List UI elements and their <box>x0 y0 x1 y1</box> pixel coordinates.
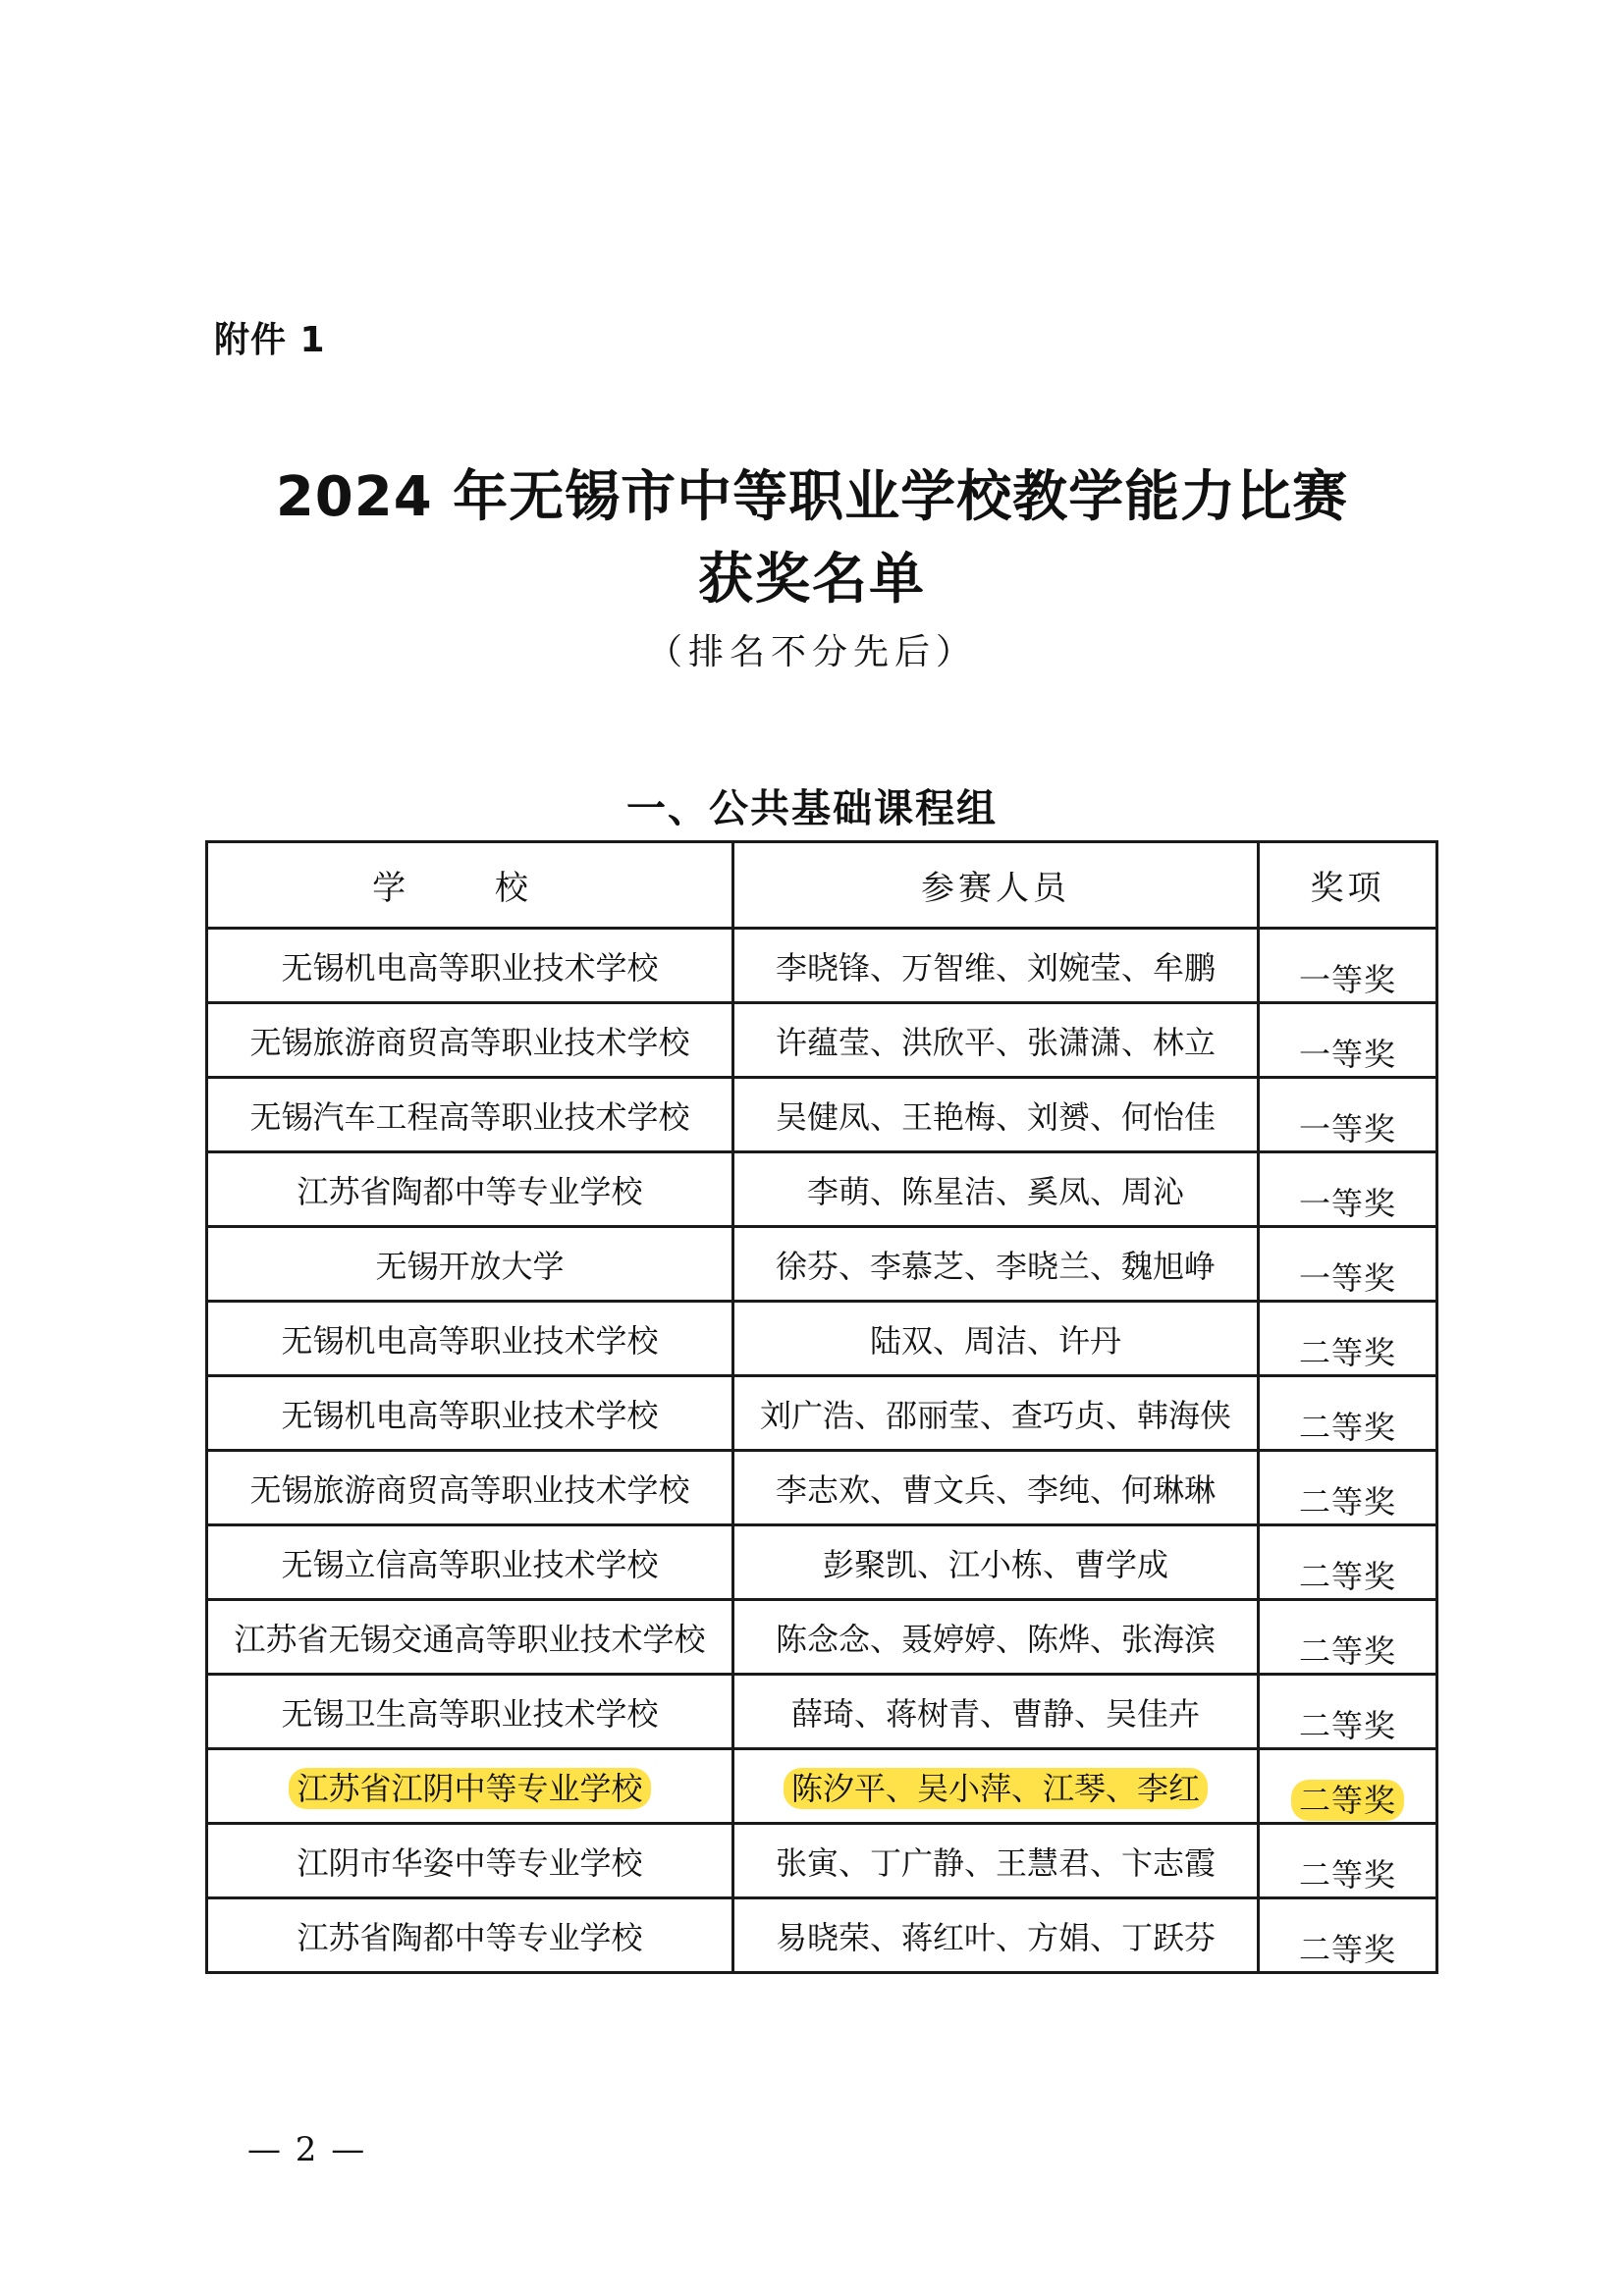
school-text: 无锡卫生高等职业技术学校 <box>281 1694 659 1733</box>
school-cell <box>207 1302 733 1376</box>
school-text: 江苏省陶都中等专业学校 <box>297 1918 643 1956</box>
table-row <box>207 1898 1437 1973</box>
award-text: 一等奖 <box>1298 1109 1396 1148</box>
participants-cell <box>733 1078 1259 1152</box>
participants-text: 吴健凤、王艳梅、刘赟、何怡佳 <box>775 1097 1216 1136</box>
school-text: 无锡机电高等职业技术学校 <box>281 948 659 987</box>
school-text: 无锡开放大学 <box>375 1247 565 1285</box>
participants-text: 徐芬、李慕芝、李晓兰、魏旭峥 <box>775 1247 1216 1285</box>
table-row <box>207 1824 1437 1898</box>
participants-cell <box>733 1675 1259 1749</box>
page-number: — 2 — <box>247 2130 367 2169</box>
school-text: 无锡机电高等职业技术学校 <box>281 1396 659 1434</box>
school-cell <box>207 1824 733 1898</box>
award-cell <box>1259 1451 1437 1525</box>
table-row <box>207 1003 1437 1078</box>
award-cell <box>1259 1675 1437 1749</box>
award-cell <box>1259 1376 1437 1451</box>
award-cell <box>1259 1003 1437 1078</box>
award-cell <box>1259 1152 1437 1227</box>
participants-text: 张寅、丁广静、王慧君、卞志霞 <box>775 1843 1216 1882</box>
table-header-row <box>207 842 1437 929</box>
participants-text: 彭聚凯、江小栋、曹学成 <box>822 1545 1168 1583</box>
group-title: 一、公共基础课程组 <box>626 786 998 831</box>
award-cell <box>1259 1749 1437 1824</box>
school-cell <box>207 1078 733 1152</box>
award-cell <box>1259 1824 1437 1898</box>
participants-cell <box>733 1003 1259 1078</box>
award-text: 二等奖 <box>1298 1333 1396 1371</box>
award-text: 二等奖 <box>1291 1780 1404 1821</box>
school-cell <box>207 1525 733 1600</box>
participants-text: 陈念念、聂婷婷、陈烨、张海滨 <box>775 1620 1216 1658</box>
award-text: 一等奖 <box>1298 1258 1396 1297</box>
school-cell <box>207 1227 733 1302</box>
table-row <box>207 1451 1437 1525</box>
award-cell <box>1259 1525 1437 1600</box>
document-title-line-1: 2024 年无锡市中等职业学校教学能力比赛 <box>275 465 1349 529</box>
school-cell <box>207 1376 733 1451</box>
school-cell <box>207 1675 733 1749</box>
award-text: 一等奖 <box>1298 960 1396 998</box>
school-text: 江苏省江阴中等专业学校 <box>289 1768 650 1809</box>
school-text: 江阴市华姿中等专业学校 <box>297 1843 643 1882</box>
award-cell <box>1259 1600 1437 1675</box>
participants-cell <box>733 929 1259 1003</box>
award-text: 一等奖 <box>1298 1184 1396 1222</box>
school-cell <box>207 1749 733 1824</box>
table-row <box>207 1675 1437 1749</box>
school-text: 江苏省陶都中等专业学校 <box>297 1172 643 1210</box>
school-text: 无锡旅游商贸高等职业技术学校 <box>249 1470 690 1509</box>
table-row <box>207 1227 1437 1302</box>
participants-cell <box>733 1749 1259 1824</box>
participants-cell <box>733 1376 1259 1451</box>
school-cell <box>207 1152 733 1227</box>
participants-cell <box>733 1525 1259 1600</box>
participants-cell <box>733 1600 1259 1675</box>
participants-text: 许蕴莹、洪欣平、张潇潇、林立 <box>775 1023 1216 1061</box>
award-text: 二等奖 <box>1298 1706 1396 1744</box>
award-text: 二等奖 <box>1298 1930 1396 1968</box>
attachment-label: 附件 1 <box>214 320 326 360</box>
document-title-line-2: 获奖名单 <box>698 548 926 612</box>
award-text: 二等奖 <box>1298 1631 1396 1670</box>
award-cell <box>1259 1078 1437 1152</box>
header-school: 学 校 <box>207 842 733 929</box>
participants-text: 李萌、陈星洁、奚凤、周沁 <box>806 1172 1184 1210</box>
award-text: 二等奖 <box>1298 1482 1396 1521</box>
table-row <box>207 929 1437 1003</box>
award-cell <box>1259 1302 1437 1376</box>
participants-cell <box>733 1451 1259 1525</box>
table-row <box>207 1376 1437 1451</box>
table-body <box>207 929 1437 1973</box>
participants-cell <box>733 1302 1259 1376</box>
table-row <box>207 1749 1437 1824</box>
school-text: 江苏省无锡交通高等职业技术学校 <box>234 1620 706 1658</box>
header-participants: 参赛人员 <box>733 842 1259 929</box>
participants-text: 薛琦、蒋树青、曹静、吴佳卉 <box>790 1694 1200 1733</box>
table-row <box>207 1302 1437 1376</box>
award-text: 一等奖 <box>1298 1035 1396 1073</box>
participants-text: 李志欢、曹文兵、李纯、何琳琳 <box>775 1470 1216 1509</box>
table-row <box>207 1525 1437 1600</box>
school-text: 无锡汽车工程高等职业技术学校 <box>249 1097 690 1136</box>
award-text: 二等奖 <box>1298 1855 1396 1894</box>
table-row <box>207 1600 1437 1675</box>
award-cell <box>1259 929 1437 1003</box>
award-cell <box>1259 1898 1437 1973</box>
award-text: 二等奖 <box>1298 1408 1396 1446</box>
header-award: 奖项 <box>1259 842 1437 929</box>
participants-text: 陆双、周洁、许丹 <box>869 1321 1121 1360</box>
award-text: 二等奖 <box>1298 1557 1396 1595</box>
school-cell <box>207 1898 733 1973</box>
school-text: 无锡立信高等职业技术学校 <box>281 1545 659 1583</box>
participants-text: 李晓锋、万智维、刘婉莹、牟鹏 <box>775 948 1216 987</box>
participants-text: 陈汐平、吴小萍、江琴、李红 <box>784 1768 1208 1809</box>
participants-cell <box>733 1227 1259 1302</box>
school-cell <box>207 1003 733 1078</box>
school-cell <box>207 1600 733 1675</box>
school-cell <box>207 1451 733 1525</box>
table-row <box>207 1078 1437 1152</box>
table-row <box>207 1152 1437 1227</box>
participants-text: 刘广浩、邵丽莹、查巧贞、韩海侠 <box>759 1396 1231 1434</box>
participants-cell <box>733 1898 1259 1973</box>
awards-table <box>205 840 1438 1974</box>
participants-text: 易晓荣、蒋红叶、方娟、丁跃芬 <box>775 1918 1216 1956</box>
school-cell <box>207 929 733 1003</box>
participants-cell <box>733 1152 1259 1227</box>
school-text: 无锡机电高等职业技术学校 <box>281 1321 659 1360</box>
participants-cell <box>733 1824 1259 1898</box>
award-cell <box>1259 1227 1437 1302</box>
document-subtitle: （排名不分先后） <box>646 632 977 672</box>
school-text: 无锡旅游商贸高等职业技术学校 <box>249 1023 690 1061</box>
